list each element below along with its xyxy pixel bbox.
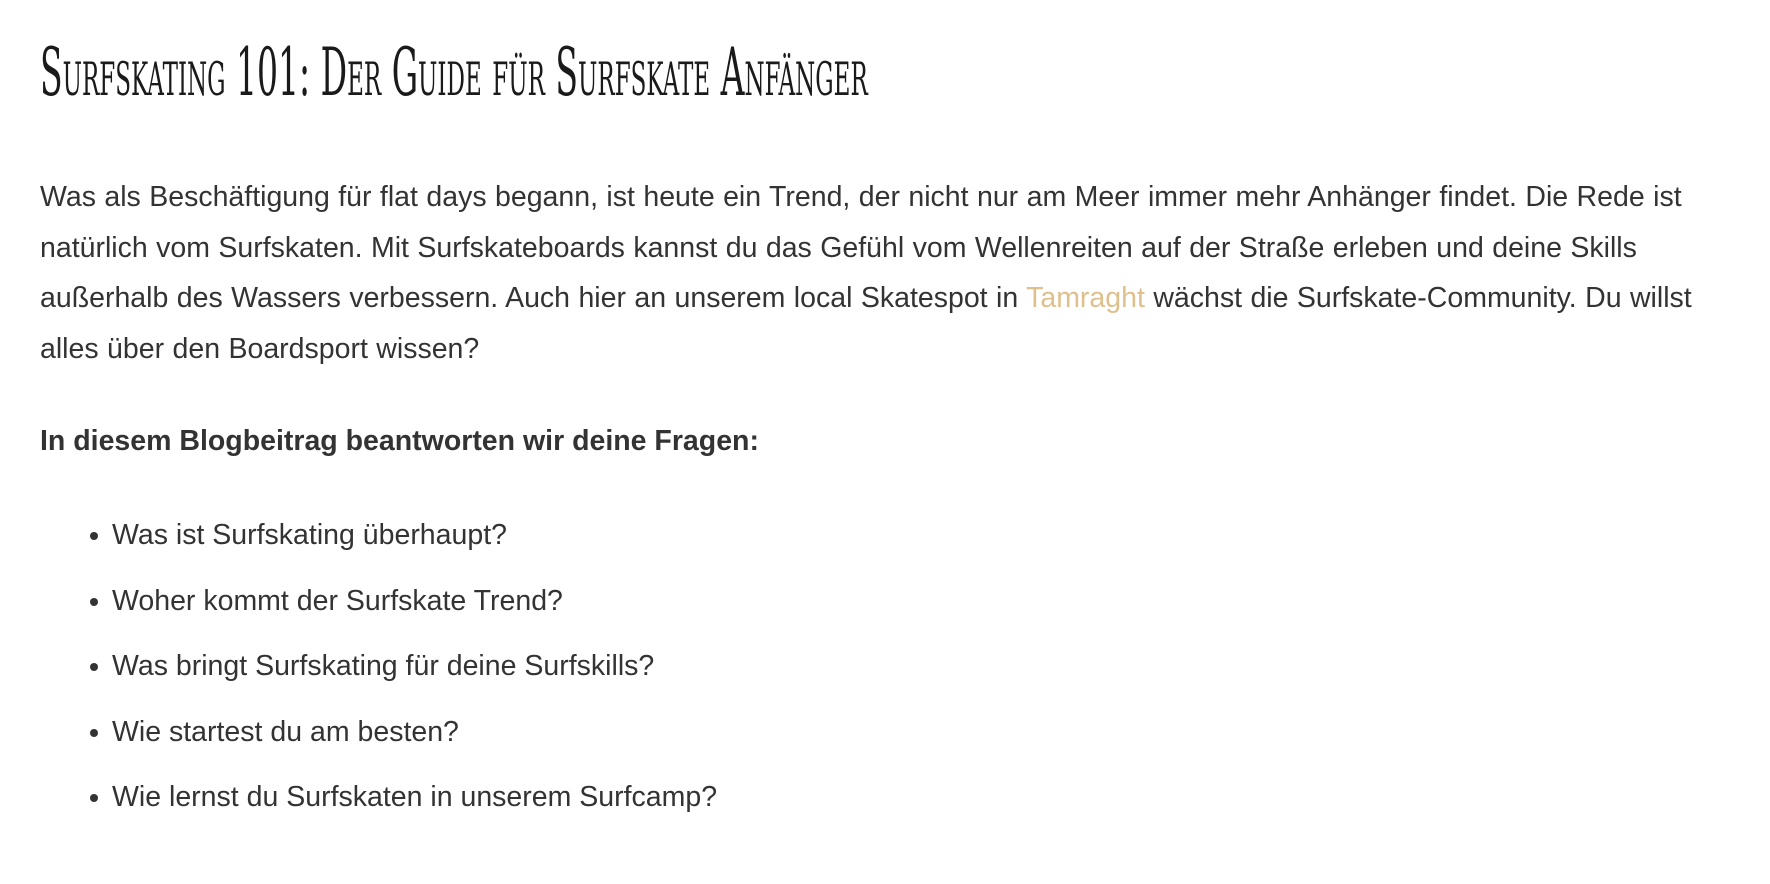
list-item-text: Woher kommt der Surfskate Trend?	[112, 584, 563, 617]
bullet-icon	[90, 663, 98, 671]
bullet-icon	[90, 794, 98, 802]
list-item-text: Wie lernst du Surfskaten in unserem Surfcamp?	[112, 781, 718, 813]
questions-heading: In diesem Blogbeitrag beantworten wir deine Fragen:	[40, 425, 759, 457]
list-item	[112, 712, 717, 778]
list-item-text: Wie startest du am besten?	[112, 715, 459, 748]
list-item	[112, 581, 717, 647]
list-item	[112, 777, 717, 843]
list-item-text: Was ist Surfskating überhaupt?	[112, 519, 507, 551]
tamraght-link[interactable]: Tamraght	[1026, 282, 1145, 314]
page-title: Surfskating 101: Der Guide für Surfskate Anfänger	[40, 34, 868, 111]
intro-text-after-link: wächst die Surfskate-Community. Du willst alles über den Boardsport wissen?	[40, 282, 1692, 365]
questions-list	[112, 515, 717, 843]
list-item	[112, 646, 717, 712]
bullet-icon	[90, 532, 98, 540]
bullet-icon	[90, 729, 98, 737]
list-item	[112, 515, 717, 581]
bullet-icon	[90, 598, 98, 606]
list-item-text: Was bringt Surfskating für deine Surfskills?	[112, 650, 655, 682]
intro-paragraph	[40, 172, 1730, 374]
intro-text-before-link: Was als Beschäftigung für flat days begann, ist heute ein Trend, der nicht nur am Meer immer mehr Anhänger findet. Die Rede ist natürlich vom Surfskaten. Mit Surfskateboards kannst du das Gefühl vom Wellenreiten auf der Straße erleben und deine Skills außerhalb des Wassers verbessern. Auch hier an unserem local Skatespot in	[40, 181, 1682, 314]
